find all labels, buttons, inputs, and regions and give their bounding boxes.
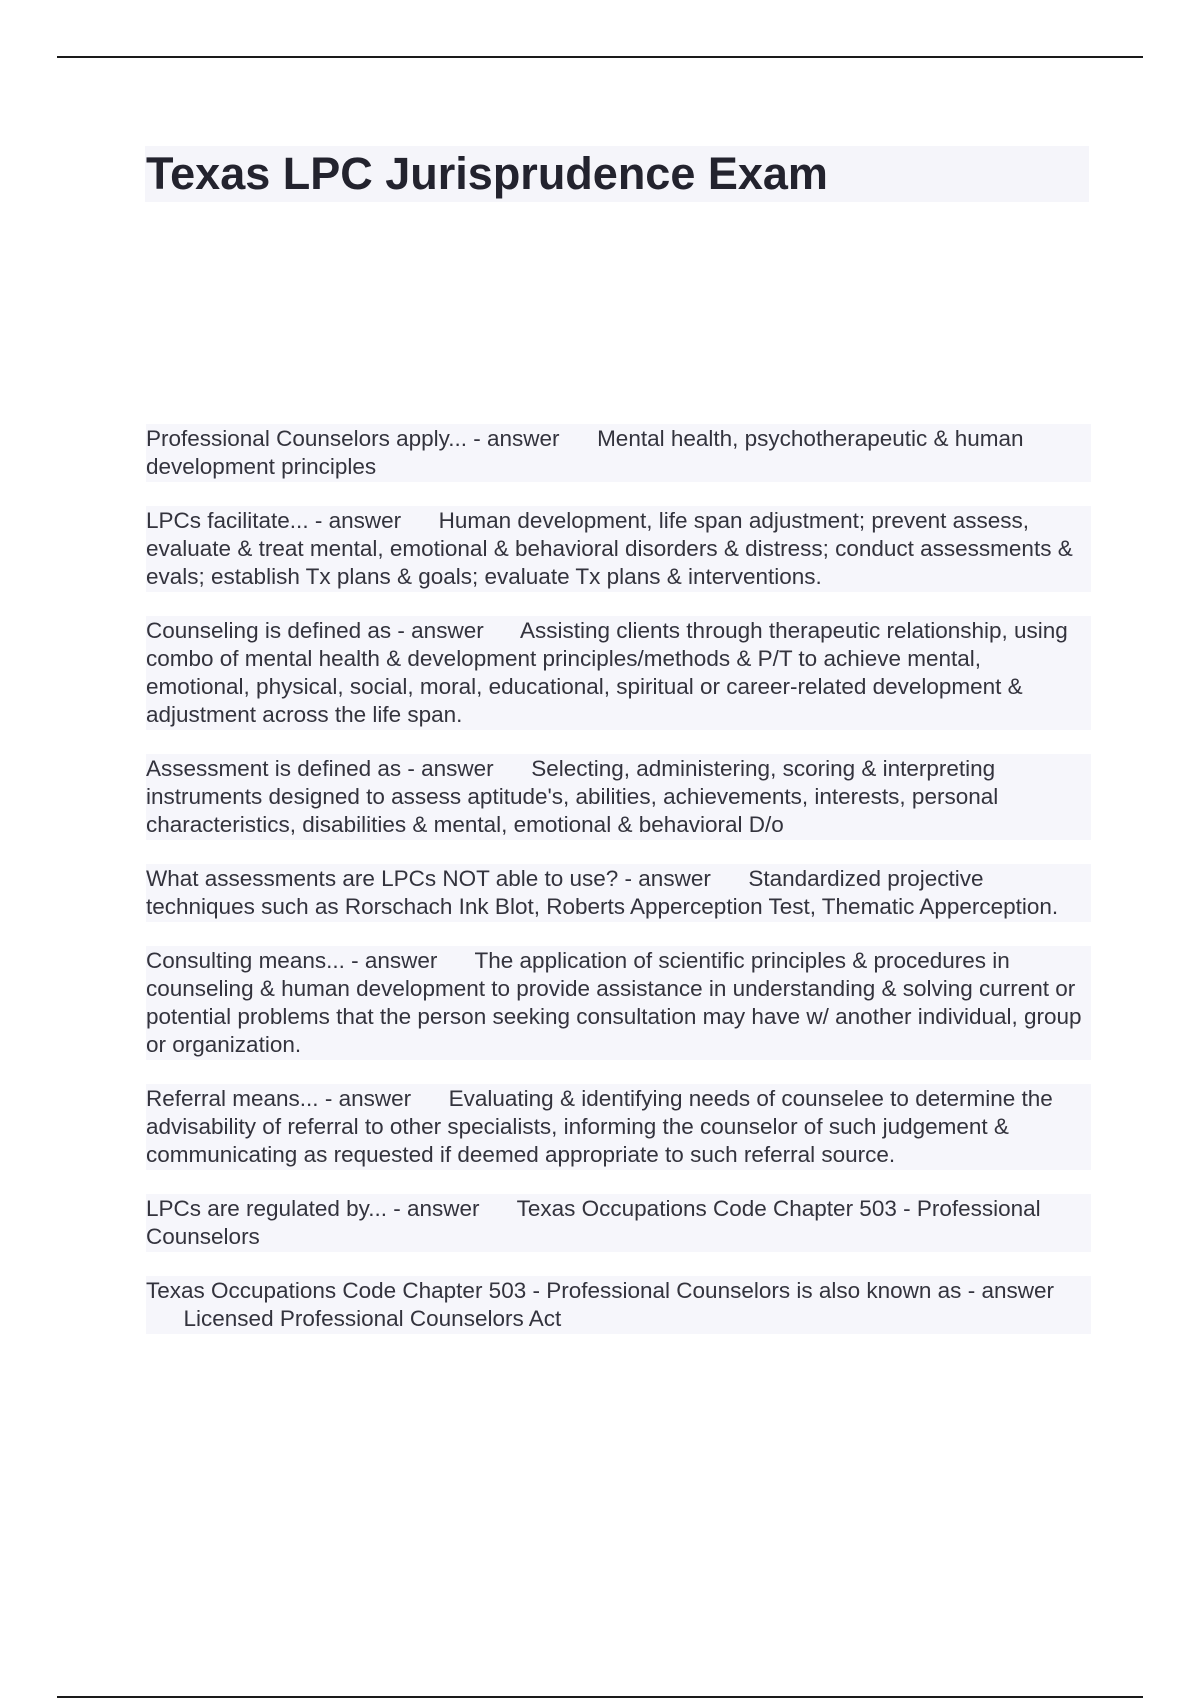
answer-text: Evaluating & identifying needs of counselee to determine the advisability of referral to other specialists, informing the counselor of such judgement & communicating as requested if deemed appropriate to such referral source. bbox=[146, 1086, 1053, 1167]
answer-label: answer bbox=[364, 948, 438, 973]
qa-item: Consulting means... - answer The application of scientific principles & procedures in counseling & human development to provide assistance in understanding & solving current or potential problems that the person seeking consultation may have w/ another individual, group or organization. bbox=[146, 946, 1091, 1060]
question-text: LPCs facilitate... bbox=[146, 508, 309, 533]
answer-text: Texas Occupations Code Chapter 503 - Professional Counselors bbox=[146, 1196, 1041, 1249]
answer-label: answer bbox=[411, 618, 484, 643]
answer-label: answer bbox=[338, 1086, 412, 1111]
answer-text: Licensed Professional Counselors Act bbox=[183, 1306, 562, 1331]
qa-item: What assessments are LPCs NOT able to use? - answer Standardized projective techniques such as Rorschach Ink Blot, Roberts Apperception Test, Thematic Apperception. bbox=[146, 864, 1091, 922]
qa-item: Texas Occupations Code Chapter 503 - Professional Counselors is also known as - answer Licensed Professional Counselors Act bbox=[146, 1276, 1091, 1334]
answer-label: answer bbox=[406, 1196, 480, 1221]
qa-item: Counseling is defined as - answer Assisting clients through therapeutic relationship, using combo of mental health & development principles/methods & P/T to achieve mental, emotional, physical, social, moral, educational, spiritual or career-related development & adjustment across the life span. bbox=[146, 616, 1091, 730]
qa-item: LPCs are regulated by... - answer Texas Occupations Code Chapter 503 - Professional Counselors bbox=[146, 1194, 1091, 1252]
answer-label: answer bbox=[328, 508, 402, 533]
qa-item: Assessment is defined as - answer Selecting, administering, scoring & interpreting instruments designed to assess aptitude's, abilities, achievements, interests, personal characteristics, disabilities & mental, emotional & behavioral D/o bbox=[146, 754, 1091, 840]
answer-label: answer bbox=[638, 866, 711, 891]
answer-text: Mental health, psychotherapeutic & human development principles bbox=[146, 426, 1024, 479]
qa-item: LPCs facilitate... - answer Human development, life span adjustment; prevent assess, evaluate & treat mental, emotional & behavioral disorders & distress; conduct assessments & evals; establish Tx plans & goals; evaluate Tx plans & interventions. bbox=[146, 506, 1091, 592]
bottom-rule bbox=[57, 1696, 1143, 1698]
question-text: Counseling is defined as bbox=[146, 618, 392, 643]
question-text: What assessments are LPCs NOT able to use? bbox=[146, 866, 619, 891]
answer-label: answer bbox=[981, 1278, 1054, 1303]
answer-label: answer bbox=[421, 756, 494, 781]
qa-item: Referral means... - answer Evaluating & identifying needs of counselee to determine the advisability of referral to other specialists, informing the counselor of such judgement & communicating as requested if deemed appropriate to such referral source. bbox=[146, 1084, 1091, 1170]
answer-text: The application of scientific principles & procedures in counseling & human development to provide assistance in understanding & solving current or potential problems that the person seeking consultation may have w/ another individual, group or organization. bbox=[146, 948, 1082, 1057]
answer-label: answer bbox=[487, 426, 560, 451]
answer-text: Human development, life span adjustment; prevent assess, evaluate & treat mental, emotional & behavioral disorders & distress; conduct assessments & evals; establish Tx plans & goals; evaluate Tx plans & interventions. bbox=[146, 508, 1073, 589]
qa-list bbox=[146, 424, 1091, 1358]
question-text: LPCs are regulated by... bbox=[146, 1196, 387, 1221]
answer-text: Assisting clients through therapeutic relationship, using combo of mental health & development principles/methods & P/T to achieve mental, emotional, physical, social, moral, educational, spiritual or career-related development & adjustment across the life span. bbox=[146, 618, 1068, 727]
question-text: Consulting means... bbox=[146, 948, 345, 973]
question-text: Referral means... bbox=[146, 1086, 319, 1111]
question-text: Professional Counselors apply... bbox=[146, 426, 467, 451]
answer-text: Standardized projective techniques such as Rorschach Ink Blot, Roberts Apperception Test, Thematic Apperception. bbox=[146, 866, 1059, 919]
page-title: Texas LPC Jurisprudence Exam bbox=[146, 148, 828, 199]
question-text: Assessment is defined as bbox=[146, 756, 402, 781]
question-text: Texas Occupations Code Chapter 503 - Professional Counselors is also known as bbox=[146, 1278, 962, 1303]
qa-item: Professional Counselors apply... - answer Mental health, psychotherapeutic & human development principles bbox=[146, 424, 1091, 482]
answer-text: Selecting, administering, scoring & interpreting instruments designed to assess aptitude's, abilities, achievements, interests, personal characteristics, disabilities & mental, emotional & behavioral D/o bbox=[146, 756, 999, 837]
top-rule bbox=[57, 56, 1143, 58]
